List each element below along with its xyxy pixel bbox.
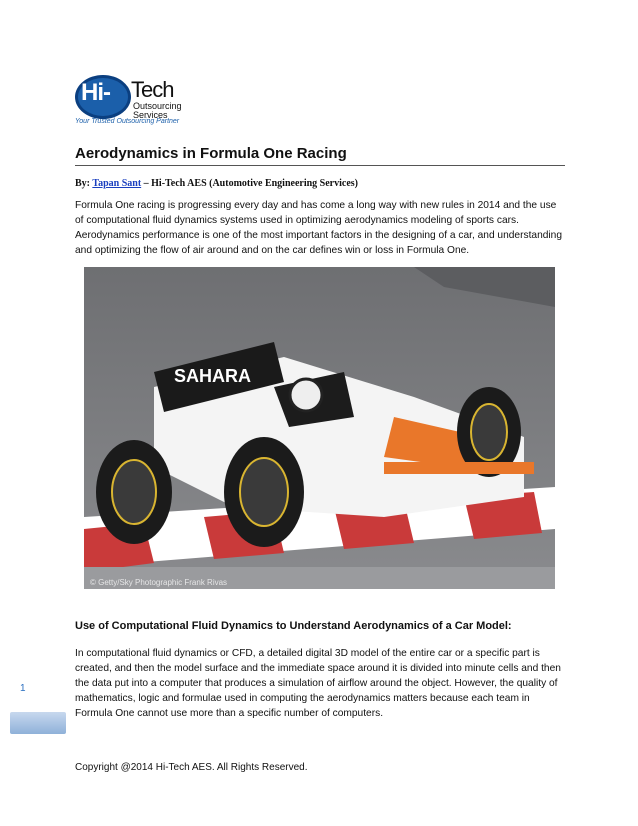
byline [75, 178, 358, 189]
logo-hi-text: Hi- [81, 79, 110, 106]
company-logo [75, 75, 205, 125]
copyright-footer: Copyright @2014 Hi-Tech AES. All Rights Reserved. [75, 762, 308, 773]
logo-sub-line: Services [133, 110, 168, 120]
intro-paragraph: Formula One racing is progressing every day and has come a long way with new rules in 2014 and the use of computational fluid dynamics systems used in optimizing aerodynamics modeling of sports cars. Aerodynamics performance is one of the most important factors in the designing of a car, and understanding and optimizing the flow of air around and on the car defines win or loss in Formula One. [75, 200, 563, 256]
race-car-photo [84, 267, 555, 589]
logo-tech-text: Tech [131, 77, 174, 102]
logo-sub-line: Outsourcing [133, 101, 182, 111]
byline-suffix: – Hi-Tech AES (Automotive Engineering Services) [141, 178, 358, 189]
race-car-illustration [84, 267, 555, 589]
article-title: Aerodynamics in Formula One Racing [75, 145, 565, 166]
page-tab-decoration [10, 712, 66, 734]
byline-prefix: By: [75, 178, 93, 189]
author-link[interactable]: Tapan Sant [92, 178, 142, 189]
car-sponsor-text: SAHARA [174, 366, 252, 386]
logo-tagline: Your Trusted Outsourcing Partner [75, 118, 180, 125]
photo-credit: © Getty/Sky Photographic Frank Rivas [90, 578, 228, 587]
page-number: 1 [20, 683, 26, 694]
section-heading: Use of Computational Fluid Dynamics to Understand Aerodynamics of a Car Model: [75, 620, 512, 632]
body-paragraph: In computational fluid dynamics or CFD, a detailed digital 3D model of the entire car or a specific part is created, and then the model surface and the immediate space around it is divided into minute cells and then the data put into a computer that produces a simulation of airflow around the object. However, the quality of mathematics, logic and formulae used in computing the aerodynamics matters because each team in Formula One cannot use more than a specific number of computers. [75, 648, 561, 719]
